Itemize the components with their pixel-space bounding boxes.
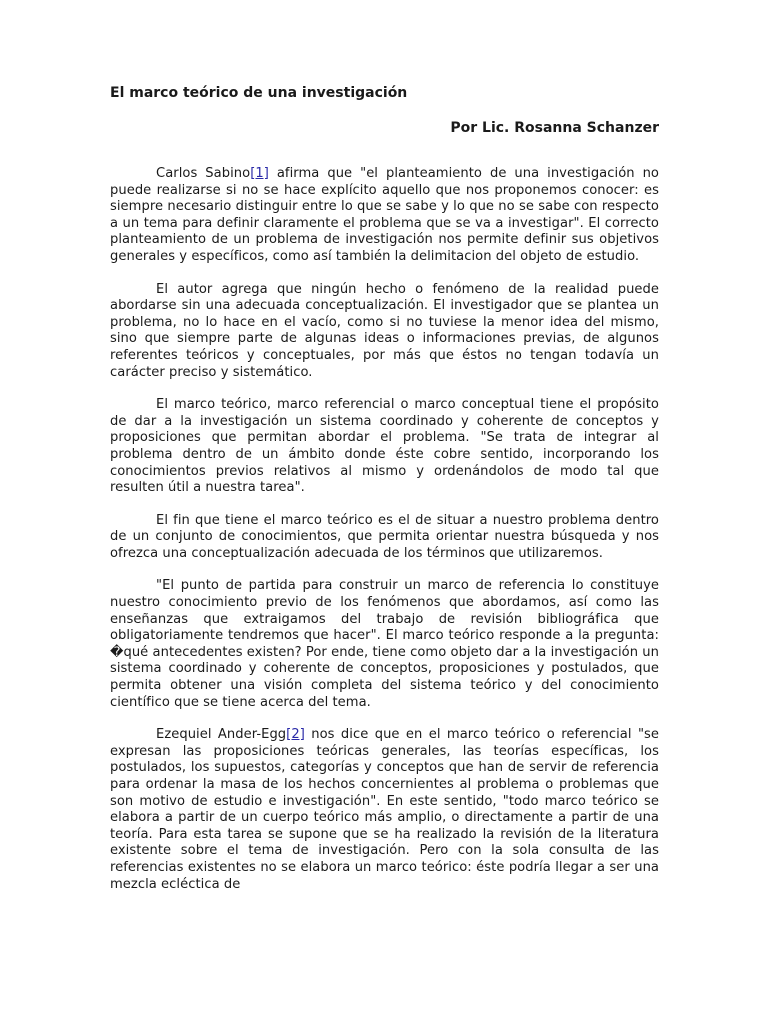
paragraph-4: El fin que tiene el marco teórico es el de situar a nuestro problema dentro de un conjunto de conocimientos, que permita orientar nuestra búsqueda y nos ofrezca una conceptualización adecuada de los términos que utilizaremos. (110, 512, 659, 561)
document-body (110, 166, 659, 909)
paragraph-6 (110, 727, 659, 893)
paragraph-5: "El punto de partida para construir un marco de referencia lo constituye nuestro conocimiento previo de los fenómenos que abordamos, así como las enseñanzas que extraigamos del trabajo de revisión bibliográfica que obligatoriamente tendremos que hacer". El marco teórico responde a la pregunta: �qué antecedentes existen? Por ende, tiene como objeto dar a la investigación un sistema coordinado y coherente de conceptos, proposiciones y postulados, que permita obtener una visión completa del sistema teórico y del conocimiento científico que se tiene acerca del tema. (110, 578, 659, 710)
paragraph-6-lead: Ezequiel Ander-Egg (156, 727, 287, 743)
author-byline: Por Lic. Rosanna Schanzer (450, 120, 659, 136)
paragraph-6-rest: nos dice que en el marco teórico o referencial "se expresan las proposiciones teóricas generales, las teorías específicas, los postulados, los supuestos, categorías y conceptos que han de servir de referencia para ordenar la masa de los hechos concernientes al problema o problemas que son motivo de estudio e investigación". En este sentido, "todo marco teórico se elabora a partir de un cuerpo teórico más amplio, o directamente a partir de una teoría. Para esta tarea se supone que se ha realizado la revisión de la literatura existente sobre el tema de investigación. Pero con la sola consulta de las referencias existentes no se elabora un marco teórico: éste podría llegar a ser una mezcla ecléctica de (110, 727, 659, 892)
footnote-ref-2[interactable]: [2] (286, 727, 305, 743)
paragraph-1-rest: afirma que "el planteamiento de una investigación no puede realizarse si no se hace explícito aquello que nos proponemos conocer: es siempre necesario distinguir entre lo que se sabe y lo que no se sabe con respecto a un tema para definir claramente el problema que se va a investigar". El correcto planteamiento de un problema de investigación nos permite definir sus objetivos generales y específicos, como así también la delimitacion del objeto de estudio. (110, 166, 659, 264)
paragraph-1-lead: Carlos Sabino (156, 166, 251, 181)
paragraph-3: El marco teórico, marco referencial o marco conceptual tiene el propósito de dar a la investigación un sistema coordinado y coherente de conceptos y proposiciones que permitan abordar el problema. "Se trata de integrar al problema dentro de un ámbito donde éste cobre sentido, incorporando los conocimientos previos relativos al mismo y ordenándolos de modo tal que resulten útil a nuestra tarea". (110, 397, 659, 496)
paragraph-1 (110, 166, 659, 266)
document-title: El marco teórico de una investigación (110, 85, 408, 101)
paragraph-2: El autor agrega que ningún hecho o fenómeno de la realidad puede abordarse sin una adecuada conceptualización. El investigador que se plantea un problema, no lo hace en el vacío, como si no tuviese la menor idea del mismo, sino que siempre parte de algunas ideas o informaciones previas, de algunos referentes teóricos y conceptuales, por más que éstos no tengan todavía un carácter preciso y sistemático. (110, 281, 659, 380)
footnote-ref-1[interactable]: [1] (250, 166, 269, 181)
